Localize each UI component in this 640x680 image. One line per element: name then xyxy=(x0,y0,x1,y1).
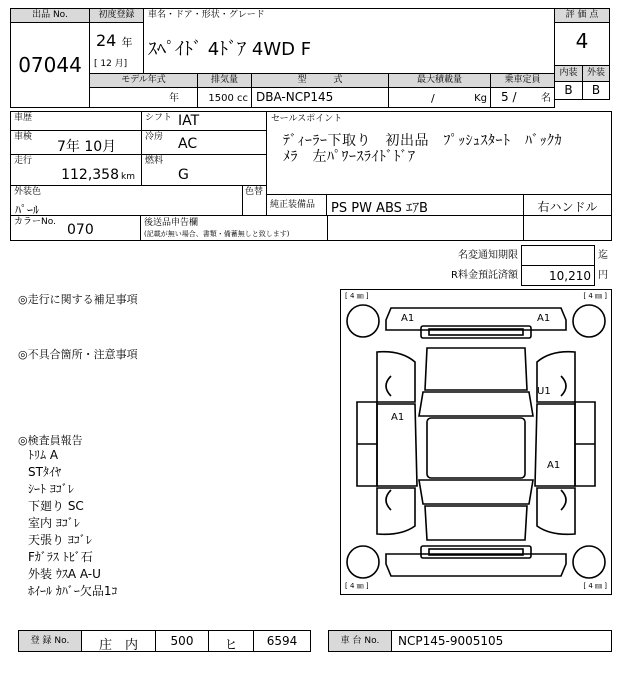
tire-depth-rr: [ 4 ㎜ ] xyxy=(583,582,607,590)
displacement-value: 1500 cc xyxy=(208,93,248,104)
inspector-line: ﾄﾘﾑ A xyxy=(28,448,59,462)
reg-class-box xyxy=(155,630,209,652)
inspector-line: 外装 ｳｽA A-U xyxy=(28,567,101,581)
first-reg-box xyxy=(89,8,144,74)
history-label: 車歴 xyxy=(14,113,33,123)
inspector-line: 天張り ﾖｺﾞﾚ xyxy=(28,533,92,547)
handle-box xyxy=(523,194,612,216)
recycle-box xyxy=(521,265,595,286)
color-change-label: 色替 xyxy=(245,187,264,197)
chassis-box xyxy=(391,630,612,652)
capacity-label: 乗車定員 xyxy=(491,74,554,88)
sales-point-label: セールスポイント xyxy=(271,114,343,124)
inspector-line: ｼｰﾄ ﾖｺﾞﾚ xyxy=(28,482,74,496)
sales-point-box xyxy=(266,111,612,195)
lot-number: 07044 xyxy=(18,53,82,77)
reg-kana: ヒ xyxy=(224,638,238,653)
model-year-label: モデル年式 xyxy=(90,74,197,88)
car-name: ｽﾍﾟｲﾄﾞ 4ﾄﾞｱ 4WD F xyxy=(148,39,312,60)
color-no-box xyxy=(10,215,141,241)
equipment-label: 純正装備品 xyxy=(270,200,316,210)
mileage-box xyxy=(10,154,142,186)
handle-value: 右ハンドル xyxy=(537,200,598,214)
car-name-label: 車名・ドア・形状・グレード xyxy=(148,10,265,20)
exterior-grade: B xyxy=(591,83,601,97)
inspector-line: STﾀｲﾔ xyxy=(28,465,61,479)
damage-mark: A1 xyxy=(401,313,415,324)
color-change-box xyxy=(242,185,267,216)
defects-label: ◎不具合箇所・注意事項 xyxy=(18,348,138,361)
reg-office: 庄 内 xyxy=(98,638,138,653)
reg-number: 6594 xyxy=(266,634,298,648)
name-change-label: 名変通知期限 xyxy=(458,250,518,261)
name-change-box xyxy=(521,245,595,266)
first-reg-label: 初度登録 xyxy=(90,9,143,23)
equipment-box xyxy=(326,194,524,216)
max-load-label: 最大積載量 xyxy=(389,74,490,88)
damage-mark: A1 xyxy=(547,460,561,471)
recycle-value: 10,210 xyxy=(549,269,591,283)
chassis-label: 車 台 No. xyxy=(340,636,380,646)
inspector-lines xyxy=(28,446,117,599)
type-label: 型 式 xyxy=(252,74,388,88)
tire-depth-rl: [ 4 ㎜ ] xyxy=(345,582,369,590)
fuel-value: G xyxy=(178,167,189,183)
capacity-value: 5 / xyxy=(501,90,517,104)
ac-box xyxy=(141,130,267,155)
shift-value: IAT xyxy=(178,113,200,129)
mileage-label: 走行 xyxy=(14,156,33,166)
chassis-label-box xyxy=(328,630,392,652)
interior-grade: B xyxy=(564,83,573,97)
max-load-unit: Kg xyxy=(474,93,487,104)
exterior-grade-box xyxy=(582,65,610,100)
type-value: DBA-NCP145 xyxy=(256,90,334,104)
rating-label: 評 価 点 xyxy=(555,9,609,23)
model-year-unit: 年 xyxy=(169,93,179,104)
first-reg-year: 24 xyxy=(96,31,117,50)
ext-color-box xyxy=(10,185,243,216)
chassis-number: NCP145-9005105 xyxy=(398,634,504,648)
color-no-value: 070 xyxy=(67,222,94,238)
report-label: 後送品申告欄 xyxy=(144,218,199,228)
reg-label: 登 録 No. xyxy=(30,636,70,646)
history-box xyxy=(10,111,142,131)
equipment-label-box xyxy=(266,194,327,216)
inspection-label: 車検 xyxy=(14,132,33,142)
ext-color-value: ﾊﾟｰﾙ xyxy=(15,203,40,217)
driving-notes-label: ◎走行に関する補足事項 xyxy=(18,293,138,306)
report-box xyxy=(140,215,328,241)
first-reg-year-unit: 年 xyxy=(121,36,133,49)
inspection-value: 7年 10月 xyxy=(57,139,117,155)
equipment-items: PS PW ABS ｴｱB xyxy=(331,201,428,216)
displacement-label: 排気量 xyxy=(198,74,251,88)
recycle-unit: 円 xyxy=(598,270,608,281)
lot-box xyxy=(10,8,90,108)
reg-class: 500 xyxy=(170,634,194,648)
blank-box-1 xyxy=(327,215,524,241)
exterior-label: 外装 xyxy=(583,66,609,82)
type-box xyxy=(251,73,389,108)
inspector-label: ◎検査員報告 xyxy=(18,434,83,447)
model-year-box xyxy=(89,73,198,108)
damage-mark: A1 xyxy=(537,313,551,324)
car-outline xyxy=(341,290,611,594)
inspector-line: ﾎｲｰﾙ ｶﾊﾞｰ欠品1ｺ xyxy=(28,584,118,598)
ac-label: 冷房 xyxy=(145,132,164,142)
damage-mark: A1 xyxy=(391,412,405,423)
interior-grade-box xyxy=(554,65,583,100)
rating-value: 4 xyxy=(575,29,589,53)
tire-depth-fr: [ 4 ㎜ ] xyxy=(583,292,607,300)
ext-color-label: 外装色 xyxy=(14,187,42,197)
reg-number-box xyxy=(253,630,311,652)
displacement-box xyxy=(197,73,252,108)
reg-office-box xyxy=(81,630,156,652)
sales-point-line2: ﾒﾗ 左ﾊﾟﾜｰｽﾗｲﾄﾞﾄﾞｱ xyxy=(283,149,416,165)
car-diagram xyxy=(340,289,612,595)
tire-depth-fl: [ 4 ㎜ ] xyxy=(345,292,369,300)
max-load-value: / xyxy=(431,92,435,105)
ac-value: AC xyxy=(178,136,198,152)
inspection-box xyxy=(10,130,142,155)
damage-mark: U1 xyxy=(537,386,551,397)
lot-label: 出品 No. xyxy=(11,9,89,23)
color-no-label: カラーNo. xyxy=(14,217,56,227)
sales-point-line1: ﾃﾞｨｰﾗｰ下取り 初出品 ﾌﾟｯｼｭｽﾀｰﾄ ﾊﾞｯｸｶ xyxy=(283,133,562,149)
inspector-line: 室内 ﾖｺﾞﾚ xyxy=(28,516,80,530)
mileage-unit: km xyxy=(121,172,135,182)
recycle-label: R料金預託済額 xyxy=(451,270,518,281)
fuel-box xyxy=(141,154,267,186)
reg-label-box xyxy=(18,630,82,652)
blank-box-2 xyxy=(523,215,612,241)
shift-label: シフト xyxy=(145,113,173,123)
max-load-box xyxy=(388,73,491,108)
inspector-line: 下廻り SC xyxy=(28,499,84,513)
capacity-box xyxy=(490,73,555,108)
reg-kana-box xyxy=(208,630,254,652)
report-note: (記載が無い場合、書類・備蓄無しと致します) xyxy=(144,230,290,238)
shift-box xyxy=(141,111,267,131)
mileage-value: 112,358 xyxy=(61,167,119,183)
name-change-unit: 迄 xyxy=(598,250,608,261)
car-name-box xyxy=(143,8,555,74)
fuel-label: 燃料 xyxy=(145,156,164,166)
first-reg-month: [ 12 月] xyxy=(94,59,128,69)
inspector-line: Fｶﾞﾗｽ ﾄﾋﾞ石 xyxy=(28,550,93,564)
capacity-unit: 名 xyxy=(541,93,551,104)
interior-label: 内装 xyxy=(555,66,582,82)
rating-box xyxy=(554,8,610,66)
